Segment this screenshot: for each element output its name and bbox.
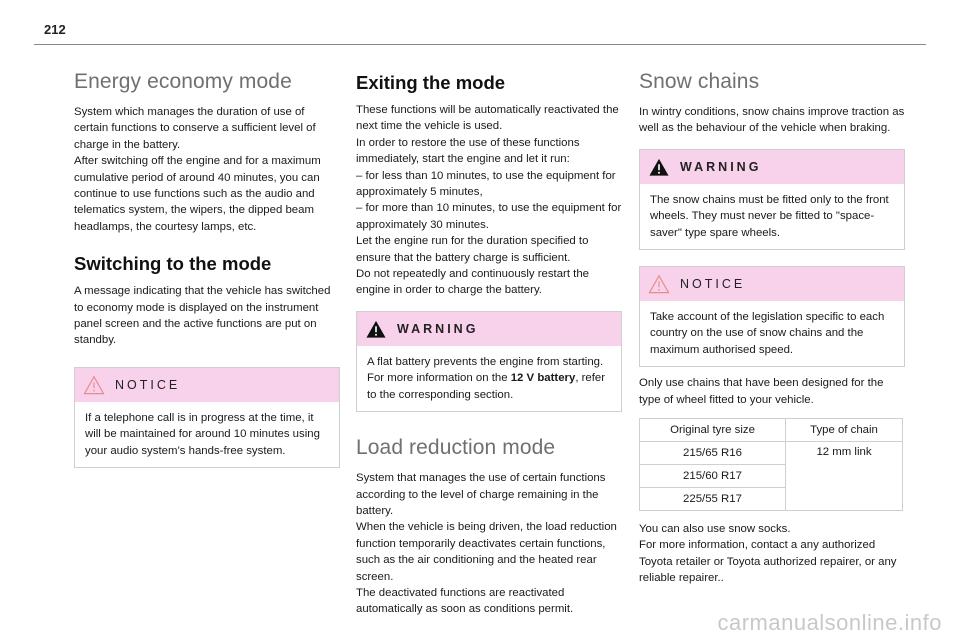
warning-box-snow-chains — [639, 149, 905, 250]
load-line: The deactivated functions are reactivated automatically as soon as conditions permit. — [356, 586, 574, 616]
heading-load-reduction: Load reduction mode — [356, 436, 556, 460]
contact-text: For more information, contact a any authorized Toyota retailer or Toyota authorized repairer, or any reliable repairer.. — [639, 539, 897, 585]
column-exiting — [356, 70, 622, 618]
exit-line: In order to restore the use of these functions immediately, start the engine and let it run: — [356, 136, 580, 166]
table-row — [640, 442, 903, 465]
warning-text-2: For more information on the 12 V battery, refer to the corresponding section. — [367, 372, 606, 401]
warning-outline-icon — [648, 274, 670, 294]
warning-outline-icon — [83, 375, 105, 395]
table-cell-size: 225/55 R17 — [640, 488, 786, 511]
heading-exiting: Exiting the mode — [356, 72, 506, 93]
notice-header — [75, 368, 339, 402]
notice-title: NOTICE — [115, 377, 181, 392]
warning-header — [640, 150, 904, 184]
exit-line: – for more than 10 minutes, to use the equipment for approximately 30 minutes. — [356, 202, 622, 231]
load-line: When the vehicle is being driven, the load reduction function temporarily deactivates certain functions, such as the air conditioning and the heated rear screen. — [356, 521, 617, 583]
table-header-tyre-size: Original tyre size — [640, 419, 786, 442]
table-cell-size: 215/65 R16 — [640, 442, 786, 465]
page-number: 212 — [44, 22, 66, 37]
switching-text: A message indicating that the vehicle has switched to economy mode is displayed on the instrument panel screen and the active functions are put on standby. — [74, 285, 331, 347]
notice-text: If a telephone call is in progress at the time, it will be maintained for around 10 minutes using your audio system’s hands-free system. — [85, 411, 320, 457]
exit-line: Let the engine run for the duration specified to ensure that the battery charge is sufficient. — [356, 235, 589, 264]
use-chains-text: Only use chains that have been designed for the type of wheel fitted to your vehicle. — [639, 377, 884, 406]
warning-text: The snow chains must be fitted only to the front wheels. They must never be fitted to "space-saver" type spare wheels. — [650, 193, 889, 239]
column-energy-economy — [74, 70, 340, 468]
table-cell-size: 215/60 R17 — [640, 465, 786, 488]
top-rule — [34, 44, 926, 45]
table-header-chain-type: Type of chain — [786, 419, 903, 442]
exit-line: Do not repeatedly and continuously restart the engine in order to charge the battery. — [356, 268, 590, 297]
table-cell-chain-type: 12 mm link — [786, 442, 903, 511]
notice-box-telephone — [74, 367, 340, 468]
heading-snow-chains: Snow chains — [639, 70, 760, 93]
warning-title: WARNING — [680, 159, 762, 174]
exit-line: – for less than 10 minutes, to use the equipment for approximately 5 minutes, — [356, 169, 616, 199]
notice-header — [640, 267, 904, 301]
heading-switching: Switching to the mode — [74, 253, 272, 275]
warning-text-1: A flat battery prevents the engine from starting. — [367, 355, 604, 368]
table-header-row — [640, 419, 903, 442]
battery-link-text: 12 V battery — [510, 372, 576, 385]
snow-intro: In wintry conditions, snow chains improve traction as well as the behaviour of the vehicle when braking. — [639, 106, 905, 135]
snow-socks-text: You can also use snow socks. — [639, 523, 791, 536]
warning-filled-icon — [648, 157, 670, 177]
notice-box-legislation — [639, 266, 905, 367]
heading-energy-economy: Energy economy mode — [74, 70, 292, 93]
watermark-text: carmanualsonline.info — [717, 610, 942, 635]
notice-text: Take account of the legislation specific to each country on the use of snow chains and the maximum authorised speed. — [650, 311, 885, 356]
snow-chain-table — [639, 418, 903, 511]
warning-title: WARNING — [397, 321, 479, 336]
column-snow-chains — [639, 70, 905, 587]
load-line: System that manages the use of certain functions according to the level of charge remaining in the battery. — [356, 472, 606, 517]
warning-filled-icon — [365, 319, 387, 339]
exit-line: These functions will be automatically reactivated the next time the vehicle is used. — [356, 104, 619, 133]
warning-box-flat-battery — [356, 311, 622, 412]
energy-intro-1: System which manages the duration of use of certain functions to conserve a sufficient level of charge in the battery. — [74, 106, 316, 151]
warning-header — [357, 312, 621, 346]
energy-intro-2: After switching off the engine and for a maximum cumulative period of around 40 minutes, you can continue to use functions such as the audio and telematics system, the wipers, the dipped beam headlamps, the courtesy lamps, etc. — [74, 155, 321, 233]
notice-title: NOTICE — [680, 277, 746, 292]
